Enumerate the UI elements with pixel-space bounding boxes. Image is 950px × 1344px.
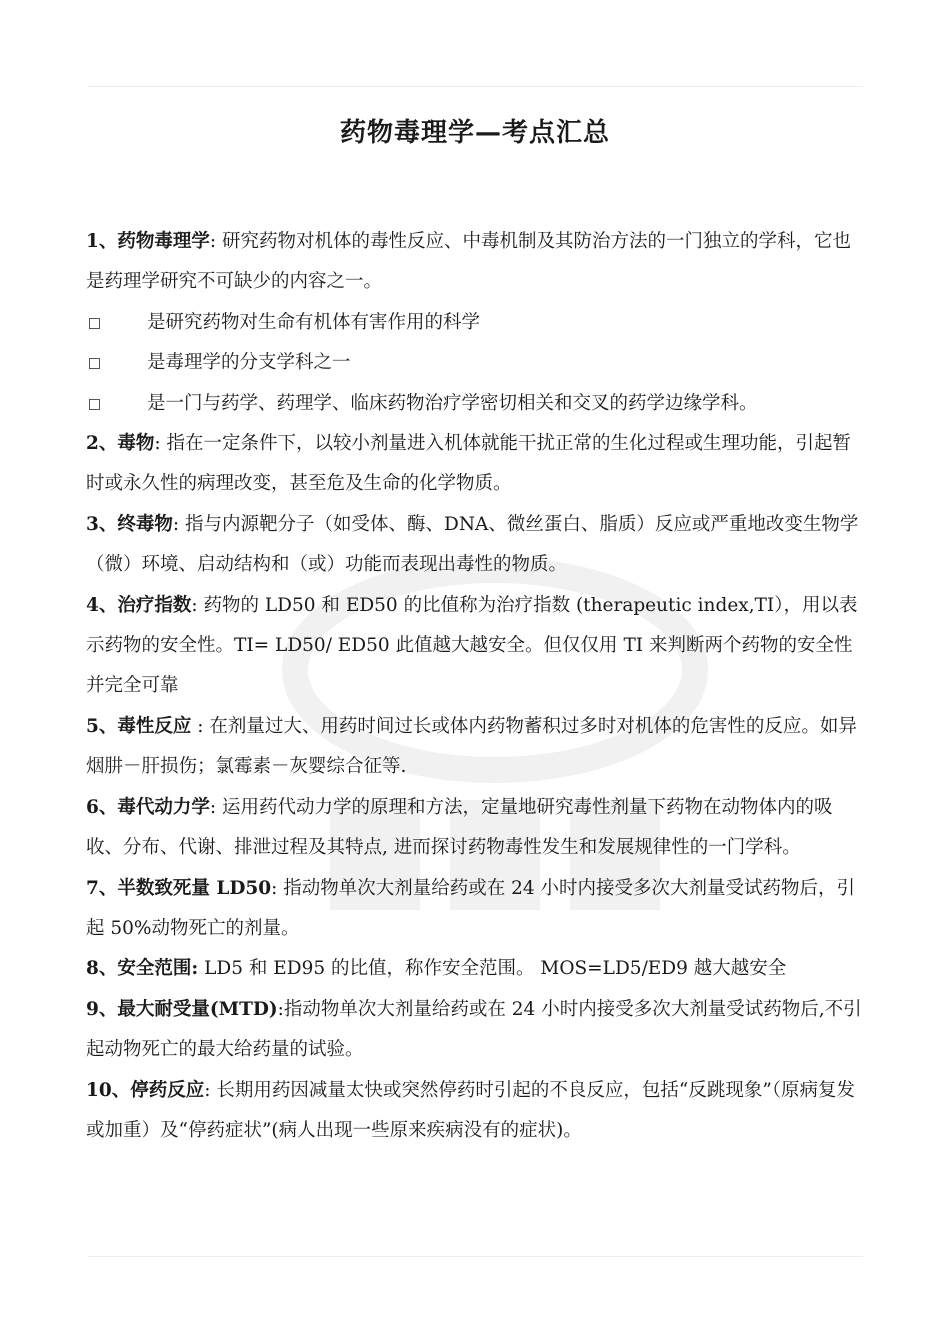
list-item: 是研究药物对生命有机体有害作用的科学	[86, 303, 866, 343]
item-2: 2、毒物: 指在一定条件下，以较小剂量进入机体就能干扰正常的生化过程或生理功能，引起暂时或永久性的病理改变，甚至危及生命的化学物质。	[86, 433, 852, 495]
footer-rule	[88, 1256, 863, 1257]
item-number: 10、	[86, 1079, 131, 1101]
item-definition: 指动物单次大剂量给药或在 24 小时内接受多次大剂量受试药物后，引起 50%动物死亡的剂量。	[86, 877, 856, 939]
document-body	[86, 222, 866, 1151]
item-7: 7、半数致死量 LD50: 指动物单次大剂量给药或在 24 小时内接受多次大剂量受试药物后，引起 50%动物死亡的剂量。	[86, 877, 856, 939]
item-definition: 指在一定条件下，以较小剂量进入机体就能干扰正常的生化过程或生理功能，引起暂时或永久性的病理改变，甚至危及生命的化学物质。	[86, 433, 852, 495]
list-item: 是一门与药学、药理学、临床药物治疗学密切相关和交叉的药学边缘学科。	[86, 384, 866, 424]
checkbox-square-icon	[89, 399, 100, 410]
item-term: 毒性反应	[117, 715, 192, 737]
list-item: 是毒理学的分支学科之一	[86, 343, 866, 383]
item-definition: 在剂量过大、用药时间过长或体内药物蓄积过多时对机体的危害性的反应。如异烟肼－肝损伤；氯霉素－灰婴综合征等.	[86, 715, 857, 778]
checkbox-square-icon	[89, 318, 100, 329]
item-definition: 指与内源靶分子（如受体、酶、DNA、微丝蛋白、脂质）反应或严重地改变生物学（微）环境、启动结构和（或）功能而表现出毒性的物质。	[86, 513, 859, 576]
header-rule	[88, 86, 863, 87]
item-term: 安全范围:	[117, 958, 199, 980]
page-title: 药物毒理学—考点汇总	[339, 118, 610, 148]
item-term: 半数致死量 LD50	[117, 877, 272, 899]
item-number: 9、	[86, 998, 118, 1020]
item-term: 药物毒理学	[117, 231, 210, 252]
item-definition: 研究药物对机体的毒性反应、中毒机制及其防治方法的一门独立的学科，它也是药理学研究不可缺少的内容之一。	[86, 231, 852, 293]
item-10: 10、停药反应: 长期用药因减量太快或突然停药时引起的不良反应，包括“反跳现象”（原病复发或加重）及“停药症状”(病人出现一些原来疾病没有的症状)。	[86, 1079, 856, 1141]
item-3: 3、终毒物: 指与内源靶分子（如受体、酶、DNA、微丝蛋白、脂质）反应或严重地改变生物学（微）环境、启动结构和（或）功能而表现出毒性的物质。	[86, 513, 859, 576]
item-term: 终毒物	[117, 513, 173, 535]
item-definition: 药物的 LD50 和 ED50 的比值称为治疗指数 (therapeutic index,TI），用以表示药物的安全性。TI= LD50/ ED50 此值越大越安全。但仅仅用 TI 来判断两个药物的安全性并完全可靠	[86, 594, 858, 697]
item-definition: 运用药代动力学的原理和方法，定量地研究毒性剂量下药物在动物体内的吸收、分布、代谢、排泄过程及其特点, 进而探讨药物毒性发生和发展规律性的一门学科。	[86, 796, 833, 859]
item-number: 4、	[86, 594, 118, 616]
item-number: 1、	[86, 231, 118, 252]
item-term: 停药反应	[130, 1079, 205, 1101]
item-9: 9、最大耐受量(MTD):指动物单次大剂量给药或在 24 小时内接受多次大剂量受试药物后,不引起动物死亡的最大给药量的试验。	[86, 998, 862, 1061]
checkbox-square-icon	[89, 358, 100, 369]
item-number: 3、	[86, 513, 118, 535]
item-4: 4、治疗指数: 药物的 LD50 和 ED50 的比值称为治疗指数 (therapeutic index,TI），用以表示药物的安全性。TI= LD50/ ED50 此值越大越安全。但仅仅用 TI 来判断两个药物的安全性并完全可靠	[86, 594, 858, 697]
item-number: 8、	[86, 958, 118, 980]
item-8	[86, 949, 866, 989]
item-1: 1、药物毒理学: 研究药物对机体的毒性反应、中毒机制及其防治方法的一门独立的学科，它也是药理学研究不可缺少的内容之一。	[86, 231, 852, 293]
item-number: 6、	[86, 796, 118, 818]
item-term: 最大耐受量(MTD)	[117, 998, 278, 1020]
item-number: 7、	[86, 877, 118, 899]
item-term: 毒物	[117, 433, 155, 455]
item-definition: LD5 和 ED95 的比值，称作安全范围。 MOS=LD5/ED9 越大越安全	[204, 958, 787, 980]
item-definition: 指动物单次大剂量给药或在 24 小时内接受多次大剂量受试药物后,不引起动物死亡的最大给药量的试验。	[86, 998, 862, 1061]
item-6: 6、毒代动力学: 运用药代动力学的原理和方法，定量地研究毒性剂量下药物在动物体内的吸收、分布、代谢、排泄过程及其特点, 进而探讨药物毒性发生和发展规律性的一门学科。	[86, 796, 833, 859]
item-definition: 长期用药因减量太快或突然停药时引起的不良反应，包括“反跳现象”（原病复发或加重）及“停药症状”(病人出现一些原来疾病没有的症状)。	[86, 1079, 856, 1141]
item-number: 5、	[86, 715, 118, 737]
item-5: 5、毒性反应 : 在剂量过大、用药时间过长或体内药物蓄积过多时对机体的危害性的反应。如异烟肼－肝损伤；氯霉素－灰婴综合征等.	[86, 715, 857, 778]
item-term: 治疗指数	[117, 594, 192, 616]
item-term: 毒代动力学	[117, 796, 210, 818]
item-number: 2、	[86, 433, 118, 455]
